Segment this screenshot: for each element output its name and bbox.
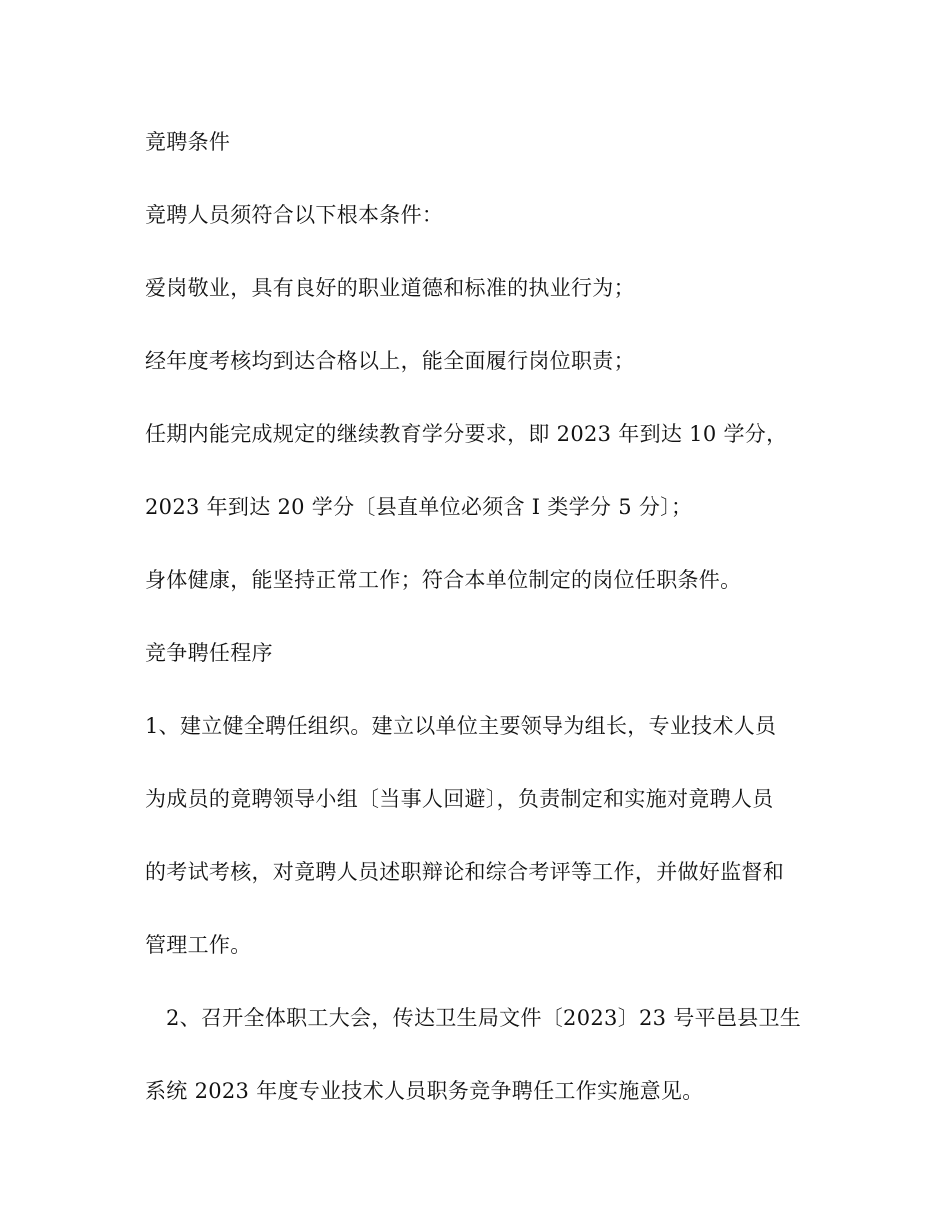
paragraph-line: 1、建立健全聘任组织。建立以单位主要领导为组长，专业技术人员 — [145, 714, 777, 738]
paragraph-line: 2、召开全体职工大会，传达卫生局文件〔2023〕23 号平邑县卫生 — [166, 1006, 802, 1030]
paragraph-line: 竟聘人员须符合以下根本条件： — [145, 203, 444, 227]
paragraph-line: 爱岗敬业，具有良好的职业道德和标准的执业行为； — [145, 276, 635, 300]
section-heading-conditions: 竟聘条件 — [145, 130, 231, 154]
paragraph-line: 2023 年到达 20 学分〔县直单位必须含 I 类学分 5 分〕； — [145, 495, 693, 519]
paragraph-line: 的考试考核，对竟聘人员述职辩论和综合考评等工作，并做好监督和 — [145, 860, 784, 884]
paragraph-line: 任期内能完成规定的继续教育学分要求，即 2023 年到达 10 学分， — [145, 422, 788, 446]
paragraph-line: 经年度考核均到达合格以上，能全面履行岗位职责； — [145, 349, 635, 373]
section-heading-procedure: 竞争聘任程序 — [145, 641, 273, 665]
paragraph-line: 管理工作。 — [145, 933, 252, 957]
paragraph-line: 为成员的竟聘领导小组〔当事人回避〕，负责制定和实施对竟聘人员 — [145, 787, 774, 811]
paragraph-line: 系统 2023 年度专业技术人员职务竞争聘任工作实施意见。 — [145, 1079, 704, 1103]
paragraph-line: 身体健康，能坚持正常工作；符合本单位制定的岗位任职条件。 — [145, 568, 742, 592]
